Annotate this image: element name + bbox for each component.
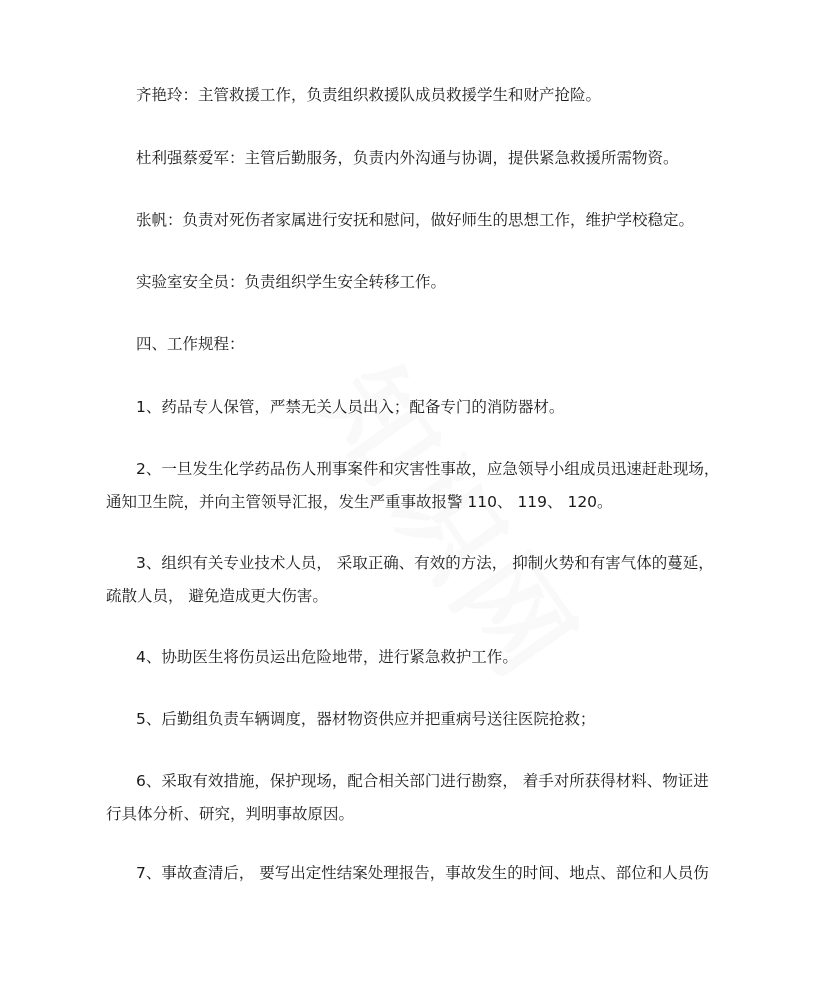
procedure-item-3-line-2: 疏散人员， 避免造成更大伤害。 (106, 587, 328, 605)
procedure-item-6 (106, 771, 746, 824)
paragraph-role-lab-safety: 实验室安全员：负责组织学生安全转移工作。 (136, 273, 447, 291)
procedure-item-3 (106, 553, 746, 606)
paragraph-role-zhang: 张帆：负责对死伤者家属进行安抚和慰问，做好师生的思想工作，维护学校稳定。 (136, 211, 695, 229)
procedure-item-4: 4、协助医生将伤员运出危险地带，进行紧急救护工作。 (136, 648, 518, 666)
paragraph-role-qi: 齐艳玲：主管救援工作，负责组织救援队成员救援学生和财产抢险。 (136, 86, 602, 104)
procedure-item-3-line-1: 3、组织有关专业技术人员， 采取正确、有效的方法， 抑制火势和有害气体的蔓延， (136, 554, 714, 572)
procedure-item-6-line-1: 6、采取有效措施，保护现场，配合相关部门进行勘察， 着手对所获得材料、物证进 (136, 772, 709, 790)
paragraph-role-du: 杜利强蔡爱军：主管后勤服务，负责内外沟通与协调，提供紧急救援所需物资。 (136, 149, 679, 167)
procedure-item-6-line-2: 行具体分析、研究，判明事故原因。 (106, 805, 355, 823)
procedure-item-7: 7、事故查清后， 要写出定性结案处理报告，事故发生的时间、地点、部位和人员伤 (136, 864, 709, 882)
procedure-item-1: 1、药品专人保管，严禁无关人员出入；配备专门的消防器材。 (136, 398, 565, 416)
procedure-item-2-line-2: 通知卫生院，并向主管领导汇报，发生严重事故报警 110、 119、 120。 (106, 493, 613, 511)
section-heading-procedures: 四、工作规程： (136, 335, 245, 353)
procedure-item-2-line-1: 2、一旦发生化学药品伤人刑事案件和灾害性事故，应急领导小组成员迅速赶赴现场， (136, 460, 720, 478)
procedure-item-5: 5、后勤组负责车辆调度，器材物资供应并把重病号送往医院抢救； (136, 710, 596, 728)
procedure-item-2 (106, 459, 746, 512)
